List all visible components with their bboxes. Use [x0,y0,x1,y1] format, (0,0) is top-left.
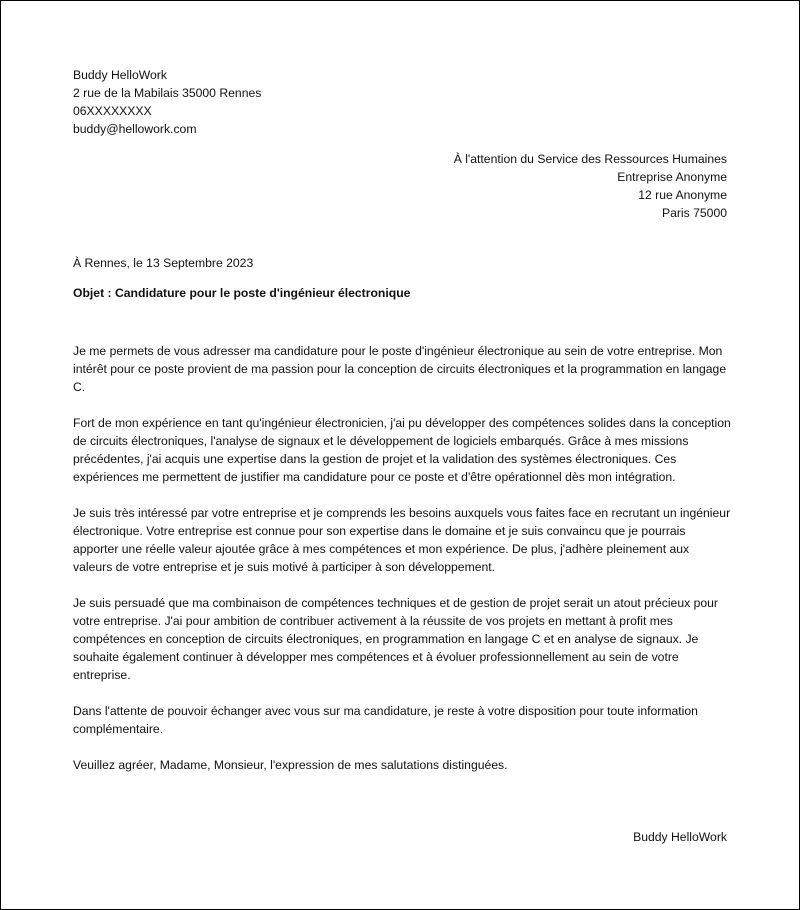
closing-paragraph: Veuillez agréer, Madame, Monsieur, l'expression de mes salutations distinguées. [73,758,508,772]
body-paragraph: Je me permets de vous adresser ma candidature pour le poste d'ingénieur électronique au sein de votre entreprise. Mon intérêt pour ce poste provient de ma passion pour la conception de circuits électroniques et la programmation en langage C. [73,344,727,394]
recipient-attention: À l'attention du Service des Ressources Humaines [453,152,727,166]
recipient-block [307,150,727,222]
recipient-street: 12 rue Anonyme [638,188,727,202]
letter-body [73,342,731,792]
sender-name: Buddy HelloWork [73,68,167,82]
sender-phone: 06XXXXXXXX [73,104,152,118]
sender-block [73,66,473,138]
recipient-city: Paris 75000 [661,206,727,220]
body-paragraph: Je suis persuadé que ma combinaison de compétences techniques et de gestion de projet serait un atout précieux pour votre entreprise. J'ai pour ambition de contribuer activement à la réussite de vos projets en mettant à profit mes compétences en conception de circuits électroniques, en programmation en langage C et en analyse de signaux. Je souhaite également continuer à développer mes compétences et à évoluer professionnellement au sein de votre entreprise. [73,596,718,682]
date-line: À Rennes, le 13 Septembre 2023 [73,256,254,270]
signature: Buddy HelloWork [633,830,727,844]
sender-email: buddy@hellowork.com [73,122,197,136]
body-paragraph: Fort de mon expérience en tant qu'ingénieur électronicien, j'ai pu développer des compétences solides dans la conception de circuits électroniques, l'analyse de signaux et le développement de logiciels embarqués. Grâce à mes missions précédentes, j'ai acquis une expertise dans la gestion de projet et la validation des systèmes électroniques. Ces expériences me permettent de justifier ma candidature pour ce poste et d'être opérationnel dès mon intégration. [73,416,731,484]
subject-line: Objet : Candidature pour le poste d'ingénieur électronique [73,286,411,300]
body-paragraph: Je suis très intéressé par votre entreprise et je comprends les besoins auxquels vous faites face en recrutant un ingénieur électronique. Votre entreprise est connue pour son expertise dans le domaine et je suis convaincu que je pourrais apporter une réelle valeur ajoutée grâce à mes compétences et mon expérience. De plus, j'adhère pleinement aux valeurs de votre entreprise et je suis motivé à participer à son développement. [73,506,731,574]
sender-address: 2 rue de la Mabilais 35000 Rennes [73,86,262,100]
body-paragraph: Dans l'attente de pouvoir échanger avec vous sur ma candidature, je reste à votre disposition pour toute information complémentaire. [73,704,698,736]
recipient-company: Entreprise Anonyme [617,170,727,184]
